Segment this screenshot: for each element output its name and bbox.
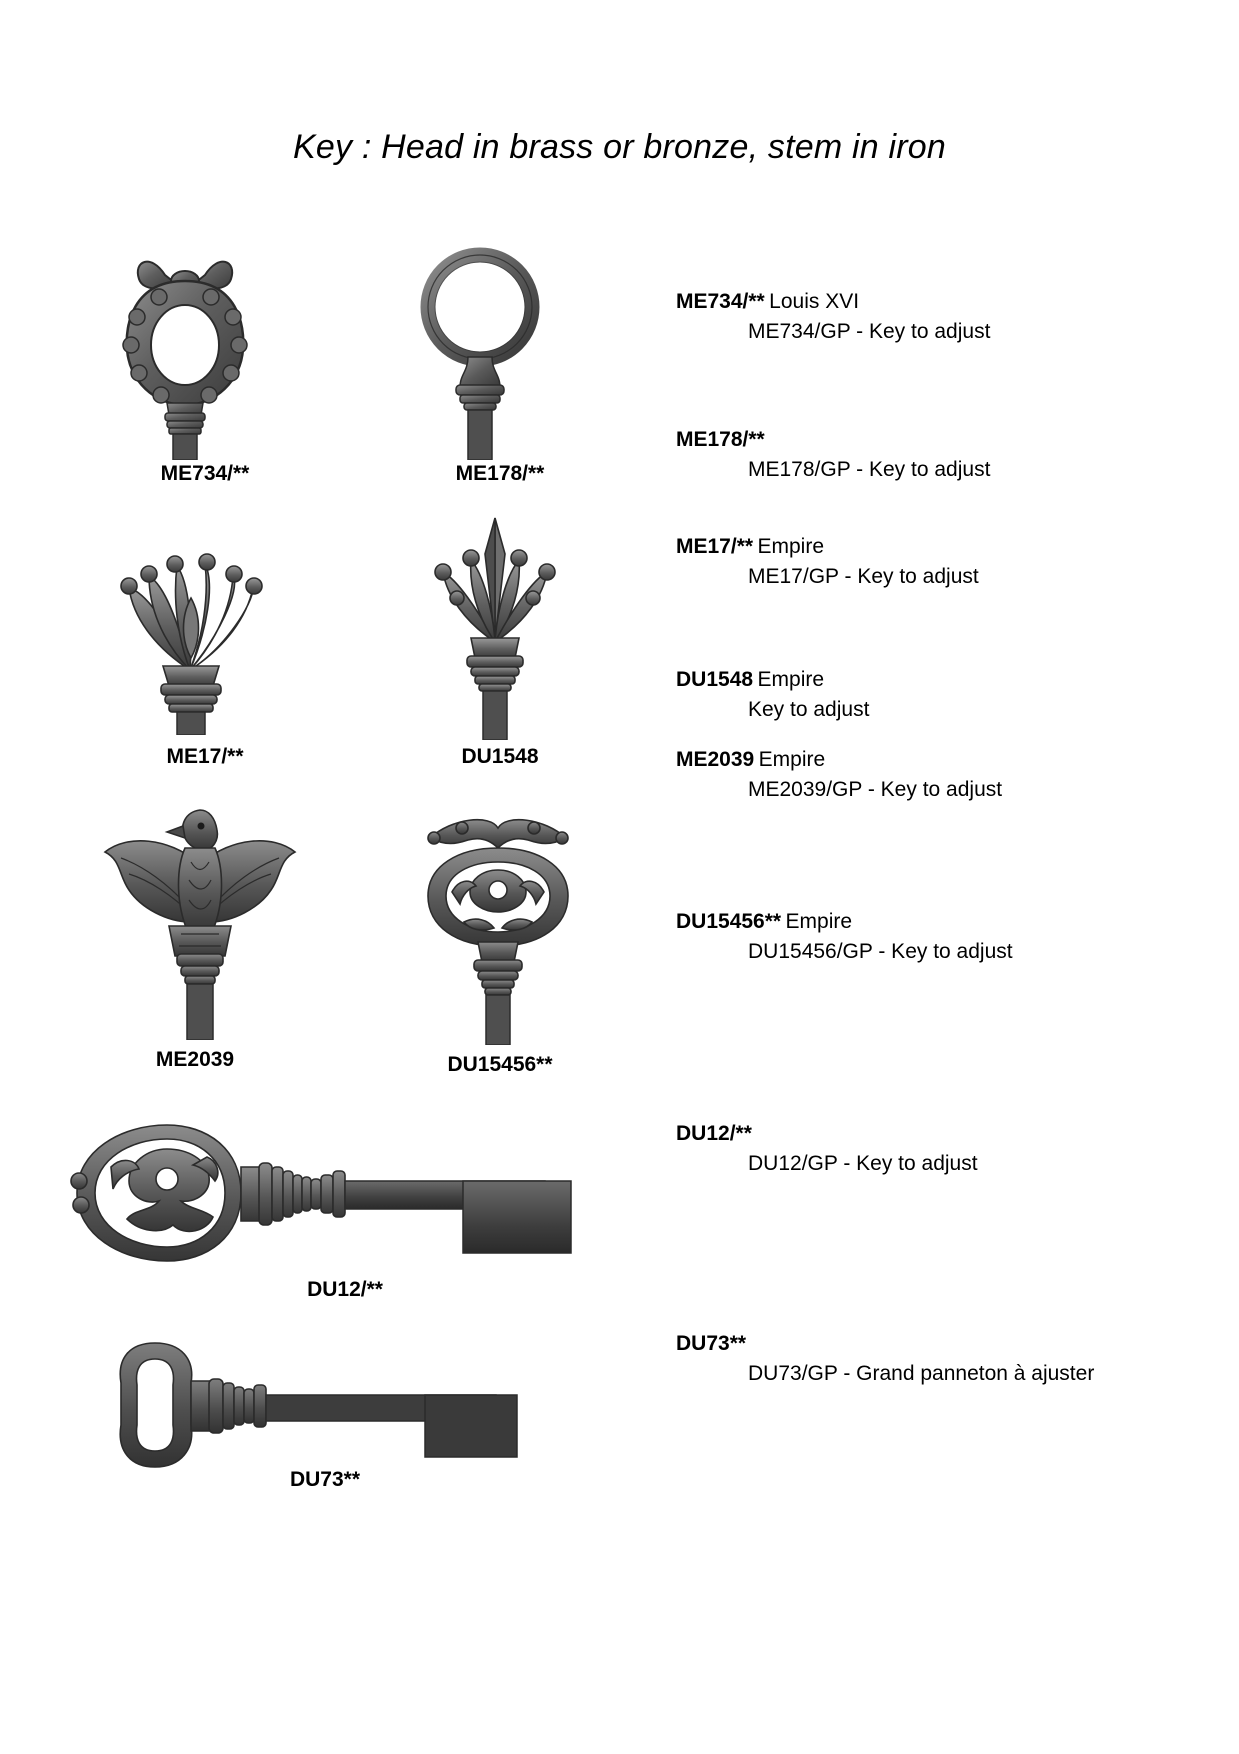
figure-caption-du73: DU73** [289,1468,361,1491]
spec-sub-du12: DU12/GP - Key to adjust [748,1152,978,1175]
figure-caption-me2039: ME2039 [155,1048,235,1071]
spec-style-me17: Empire [757,535,825,558]
key-head-du15456-icon [400,800,600,1045]
spec-code-du15456: DU15456** [676,910,782,933]
figure-me734 [105,245,305,460]
spec-code-du12: DU12/** [676,1122,752,1145]
spec-style-me734: Louis XVI [769,290,860,313]
spec-style-me2039: Empire [758,748,826,771]
spec-sub-me17: ME17/GP - Key to adjust [748,565,979,588]
spec-item-me2039 [676,748,1216,802]
spec-code-me17: ME17/** [676,535,754,558]
spec-sub-du15456: DU15456/GP - Key to adjust [748,940,1013,963]
figure-caption-me17: ME17/** [166,745,244,768]
key-head-me17-icon [95,520,305,735]
spec-sub-du73: DU73/GP - Grand panneton à ajuster [748,1362,1095,1385]
spec-sub-me178: ME178/GP - Key to adjust [748,458,991,481]
figure-du15456 [400,800,600,1045]
figure-caption-du15456: DU15456** [447,1053,553,1076]
spec-code-me2039: ME2039 [676,748,755,771]
figure-me178 [400,245,600,460]
spec-item-me178 [676,428,1216,482]
spec-item-du1548 [676,668,1216,722]
spec-sub-me2039: ME2039/GP - Key to adjust [748,778,1003,801]
figure-du73 [95,1325,625,1480]
key-head-du1548-icon [395,510,605,740]
spec-code-me178: ME178/** [676,428,765,451]
spec-item-du15456 [676,910,1216,964]
figure-me2039 [85,800,315,1040]
spec-sub-me734: ME734/GP - Key to adjust [748,320,991,343]
figure-caption-du12: DU12/** [307,1278,383,1301]
figure-du1548 [395,510,605,740]
figure-du12 [55,1105,645,1280]
full-key-du73-icon [95,1325,625,1480]
full-key-du12-icon [55,1105,645,1280]
spec-sub-du1548: Key to adjust [748,698,870,721]
key-head-eagle-me2039-icon [85,800,315,1040]
spec-style-du1548: Empire [757,668,825,691]
spec-item-du12 [676,1122,1216,1176]
figure-caption-me178: ME178/** [455,462,545,485]
spec-code-me734: ME734/** [676,290,765,313]
spec-item-me17 [676,535,1216,589]
figure-caption-du1548: DU1548 [461,745,539,768]
figure-caption-me734: ME734/** [160,462,250,485]
spec-code-du1548: DU1548 [676,668,754,691]
key-head-me178-icon [400,245,600,460]
spec-item-du73 [676,1332,1216,1386]
key-head-me734-icon [105,245,305,460]
spec-item-me734 [676,290,1216,344]
spec-code-du73: DU73** [676,1332,747,1355]
spec-style-du15456: Empire [785,910,853,933]
page-title: Key : Head in brass or bronze, stem in iron [292,128,946,166]
figure-me17 [95,520,305,735]
